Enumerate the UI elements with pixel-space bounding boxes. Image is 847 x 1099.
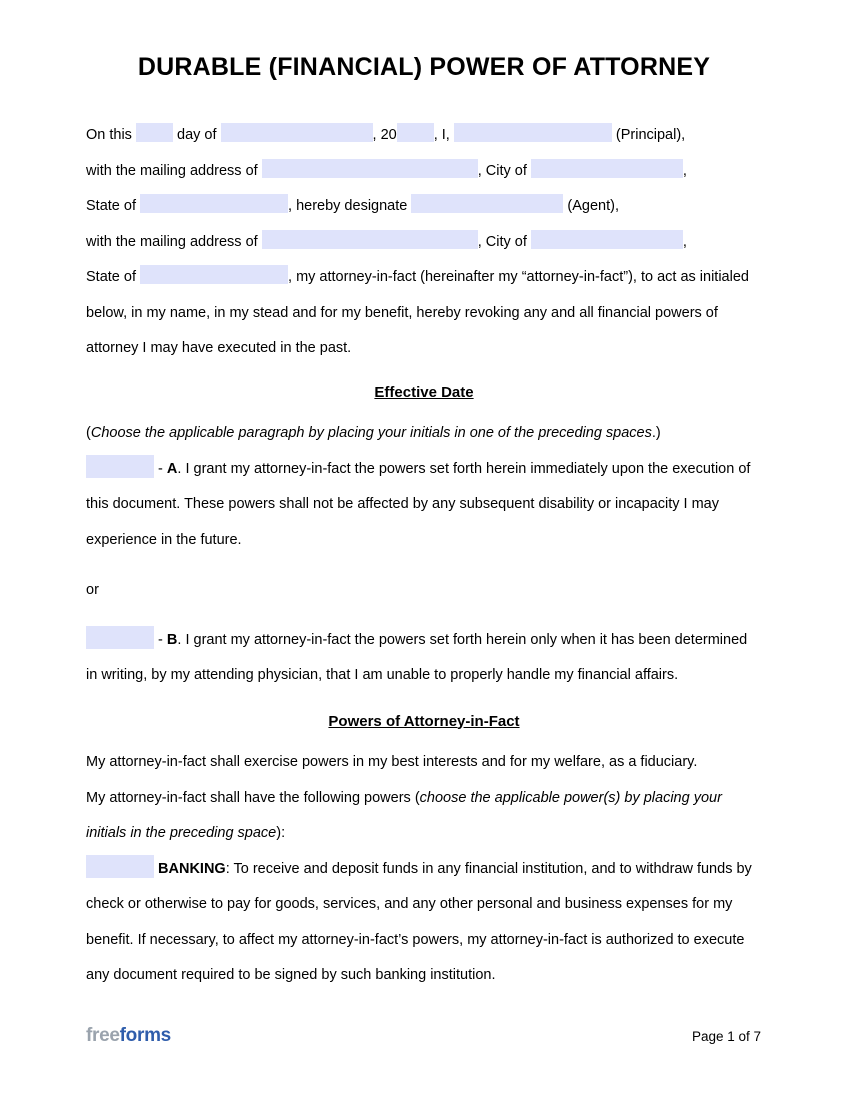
intro-text-comma-2: , [682, 233, 687, 250]
banking-initials-blank[interactable] [86, 855, 154, 878]
powers-paragraph-1: My attorney-in-fact shall exercise powers in my best interests and for my welfare, as a fiduciary. [86, 754, 698, 770]
intro-text-designate: , hereby designate [288, 198, 408, 214]
logo-free: free [86, 1025, 120, 1046]
intro-text-state-1: State of [86, 198, 136, 214]
agent-name-blank[interactable] [411, 194, 563, 213]
powers-paragraph-2 [86, 781, 762, 852]
effective-date-or: or [86, 581, 99, 598]
intro-text-state-2: State of [86, 269, 136, 285]
intro-text-year-prefix: , 20 [372, 127, 397, 143]
option-b-letter: B [166, 631, 178, 648]
effective-date-option-a [86, 452, 762, 559]
option-b-text: . I grant my attorney-in-fact the powers set forth herein only when it has been determined in writing, by my attending physician, that I am unable to properly handle my financial affairs. [86, 631, 748, 683]
intro-text-agent: (Agent), [567, 198, 619, 214]
principal-state-blank[interactable] [140, 194, 288, 213]
option-a-initials-blank[interactable] [86, 455, 154, 478]
instruction-text: Choose the applicable paragraph by placing your initials in one of the preceding spaces [90, 425, 652, 441]
effective-date-heading: Effective Date [374, 383, 474, 401]
intro-text-mailing-address-2: with the mailing address of [86, 233, 258, 250]
effective-date-instruction [86, 416, 762, 452]
option-a-letter: A [166, 460, 178, 477]
intro-text-on-this: On this [86, 127, 132, 143]
intro-text-city-1: , City of [477, 162, 527, 179]
intro-paragraph [86, 118, 762, 367]
page-number: Page 1 of 7 [691, 1028, 761, 1044]
agent-city-blank[interactable] [531, 230, 683, 249]
option-b-initials-blank[interactable] [86, 626, 154, 649]
intro-text-comma-1: , [682, 162, 687, 179]
month-blank[interactable] [221, 123, 373, 142]
year-blank[interactable] [397, 123, 434, 142]
agent-address-blank[interactable] [262, 230, 478, 249]
banking-text: : To receive and deposit funds in any financial institution, and to withdraw funds by check or otherwise to pay for goods, services, and any other personal and business expenses for my benefit. If necessary, to affect my attorney-in-fact’s powers, my attorney-in-fact is authorized to execute any document required to be signed by such banking institution. [86, 860, 752, 983]
day-blank[interactable] [136, 123, 173, 142]
document-content [86, 52, 762, 994]
agent-state-blank[interactable] [140, 265, 288, 284]
intro-text-closing: , my attorney-in-fact (hereinafter my “attorney-in-fact”), to act as initialed below, in my name, in my stead and for my benefit, hereby revoking any and all financial powers of attorney I may have executed in the past. [86, 269, 749, 356]
freeforms-logo [86, 1025, 171, 1047]
principal-city-blank[interactable] [531, 159, 683, 178]
intro-text-mailing-address-1: with the mailing address of [86, 162, 258, 179]
intro-text-i: , I, [433, 127, 450, 143]
option-b-dash: - [158, 631, 163, 648]
banking-label: BANKING [158, 860, 226, 877]
powers-heading: Powers of Attorney-in-Fact [328, 712, 520, 730]
intro-text-day-of: day of [177, 127, 217, 143]
option-a-dash: - [158, 460, 163, 477]
principal-address-blank[interactable] [262, 159, 478, 178]
intro-text-city-2: , City of [477, 233, 527, 250]
effective-date-option-b [86, 623, 762, 694]
power-banking [86, 852, 762, 994]
page-footer [86, 1025, 761, 1047]
powers-p2-italic: choose the applicable power(s) by placing your initials in the preceding space [86, 789, 722, 841]
principal-name-blank[interactable] [454, 123, 612, 142]
powers-p2-lead: My attorney-in-fact shall have the following powers ( [86, 789, 420, 806]
page-title: DURABLE (FINANCIAL) POWER OF ATTORNEY [137, 53, 711, 81]
intro-text-principal: (Principal), [615, 127, 686, 143]
logo-forms: forms [119, 1025, 171, 1046]
option-a-text: . I grant my attorney-in-fact the powers set forth herein immediately upon the execution of this document. These powers shall not be affected by any subsequent disability or incapacity I may experience in the future. [86, 460, 751, 548]
instruction-open-paren: ( [86, 425, 91, 441]
instruction-close-paren: .) [651, 425, 661, 441]
powers-p2-tail: ): [276, 825, 286, 841]
